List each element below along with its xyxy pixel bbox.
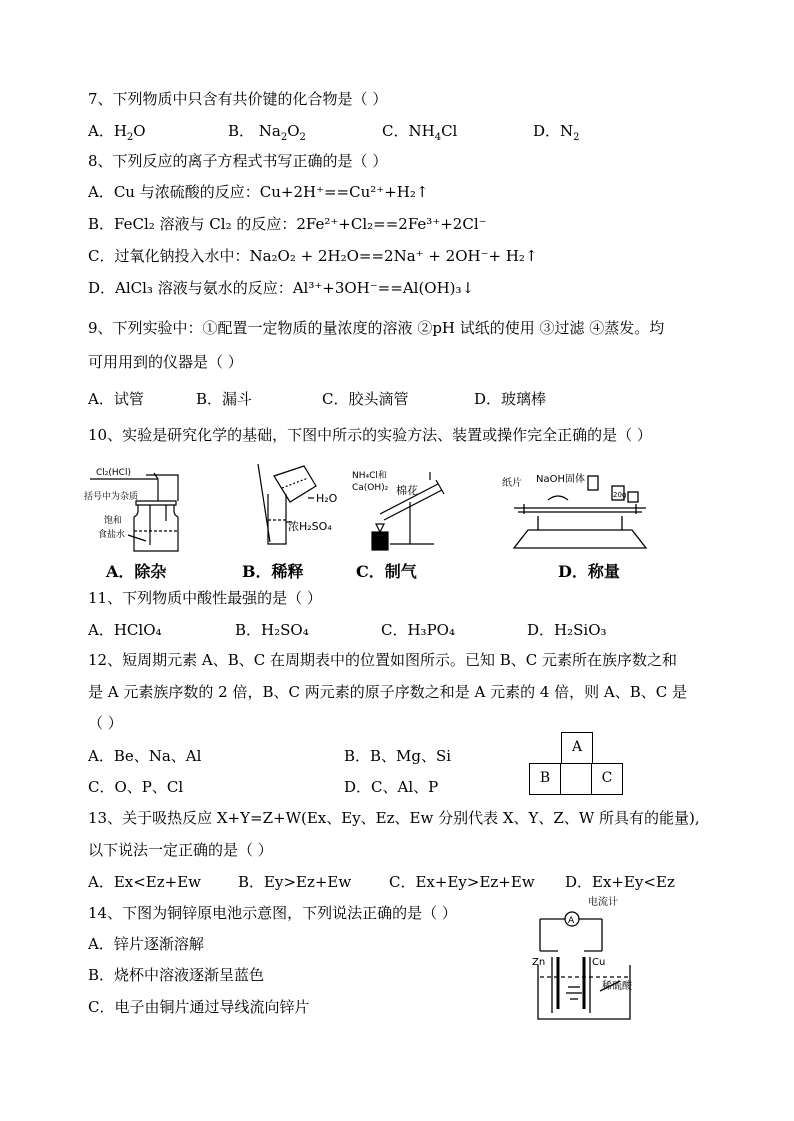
figure-galvanic-cell: [528, 893, 648, 1025]
q7-option-b: B． $Na_2O_2$: [228, 122, 306, 143]
cell-c: C: [591, 763, 623, 795]
figure-a-gas-washing: [80, 465, 190, 557]
q14-option-b: B．烧杯中溶液逐渐呈蓝色: [88, 966, 265, 984]
periodic-table-fragment: [529, 732, 657, 796]
q14-stem: 14、下图为铜锌原电池示意图，下列说法正确的是（ ）: [88, 904, 457, 922]
q7-option-d: D．$N_2$: [533, 122, 580, 143]
fig-c-reagent-1: NH₄Cl和: [352, 471, 387, 481]
q12-option-a: A．Be、Na、Al: [88, 747, 202, 765]
fig-a-liquid-1: 饱和: [104, 516, 123, 526]
fig-d-caption: D．称量: [558, 562, 620, 581]
fig-c-reagent-2: Ca(OH)₂: [352, 483, 389, 493]
cell-b: B: [529, 763, 561, 795]
q13-option-d: D．Ex+Ey<Ez: [565, 873, 675, 891]
q9-option-b: B．漏斗: [196, 390, 253, 408]
q9-option-c: C．胶头滴管: [322, 390, 409, 408]
q12-stem-line2: 是 A 元素族序数的 2 倍，B、C 两元素的原子序数之和是 A 元素的 4 倍，则 A、B、C 是: [88, 683, 688, 701]
fig-b-water: H₂O: [316, 492, 338, 505]
q8-option-d: D．AlCl₃ 溶液与氨水的反应：Al³⁺+3OH⁻==Al(OH)₃↓: [88, 279, 475, 297]
fig-c-cotton: 棉花: [396, 484, 418, 497]
q9-option-d: D．玻璃棒: [474, 390, 547, 408]
cell-empty: [560, 763, 592, 795]
ammeter-label: A: [568, 916, 575, 926]
q7-stem: 7、下列物质中只含有共价键的化合物是（ ）: [88, 90, 388, 108]
q12-stem-line1: 12、短周期元素 A、B、C 在周期表中的位置如图所示。已知 B、C 元素所在族序数之和: [88, 651, 677, 669]
zn-label: Zn: [532, 957, 546, 968]
q11-option-b: B．H₂SO₄: [235, 621, 309, 639]
fig-d-solid: NaOH固体: [536, 474, 585, 485]
q12-option-d: D．C、Al、P: [344, 778, 439, 796]
q13-option-c: C．Ex+Ey>Ez+Ew: [389, 873, 535, 891]
fig-d-paper: 纸片: [502, 478, 522, 489]
q10-stem: 10、实验是研究化学的基础，下图中所示的实验方法、装置或操作完全正确的是（ ）: [88, 426, 652, 444]
cu-label: Cu: [592, 957, 606, 968]
q8-stem: 8、下列反应的离子方程式书写正确的是（ ）: [88, 152, 388, 170]
q9-stem-line1: 9、下列实验中：①配置一定物质的量浓度的溶液 ②pH 试纸的使用 ③过滤 ④蒸发。均: [88, 319, 665, 337]
figure-c-gas-prep: [350, 468, 450, 554]
q11-option-d: D．H₂SiO₃: [527, 621, 607, 639]
fig-a-caption: A．除杂: [106, 562, 167, 581]
fig-a-note: 括号中为杂质: [84, 492, 139, 502]
fig-b-acid: 浓H₂SO₄: [288, 520, 332, 533]
q14-option-c: C．电子由铜片通过导线流向锌片: [88, 998, 310, 1016]
q9-option-a: A．试管: [88, 390, 144, 408]
q11-option-c: C．H₃PO₄: [381, 621, 455, 639]
q13-stem-line1: 13、关于吸热反应 X+Y=Z+W(Ex、Ey、Ez、Ew 分别代表 X、Y、Z、W 所具有的能量),: [88, 809, 700, 827]
galvanometer-label: 电流计: [588, 897, 618, 908]
q13-stem-line2: 以下说法一定正确的是（ ）: [88, 841, 273, 859]
q12-option-c: C．O、P、Cl: [88, 778, 184, 796]
q14-option-a: A．锌片逐渐溶解: [88, 935, 204, 953]
figure-d-balance: [498, 470, 658, 552]
acid-label: 稀硫酸: [602, 981, 632, 992]
q12-option-b: B．B、Mg、Si: [344, 747, 452, 765]
q12-stem-line3: （ ）: [88, 714, 123, 732]
q7-option-c: C．$NH_4Cl$: [382, 122, 458, 143]
q9-stem-line2: 可用用到的仪器是（ ）: [88, 353, 243, 371]
q8-option-a: A．Cu 与浓硫酸的反应：Cu+2H⁺==Cu²⁺+H₂↑: [88, 183, 429, 201]
q8-option-b: B．FeCl₂ 溶液与 Cl₂ 的反应：2Fe²⁺+Cl₂==2Fe³⁺+2Cl⁻: [88, 215, 487, 233]
q8-option-c: C．过氧化钠投入水中：Na₂O₂ + 2H₂O==2Na⁺ + 2OH⁻+ H₂↑: [88, 247, 538, 265]
q13-option-b: B．Ey>Ez+Ew: [238, 873, 352, 891]
q7-option-a: A．$H_2O$: [88, 122, 146, 143]
cell-a: A: [561, 732, 593, 764]
fig-b-caption: B．稀释: [242, 562, 304, 581]
q11-option-a: A．HClO₄: [88, 621, 162, 639]
fig-c-caption: C．制气: [356, 562, 417, 581]
fig-d-weight: 20g: [613, 491, 627, 499]
fig-a-gas-label: Cl₂(HCl): [96, 468, 131, 478]
figure-b-dilution: [238, 458, 348, 554]
q11-stem: 11、下列物质中酸性最强的是（ ）: [88, 589, 322, 607]
q13-option-a: A．Ex<Ez+Ew: [88, 873, 202, 891]
fig-a-liquid-2: 食盐水: [98, 530, 126, 540]
